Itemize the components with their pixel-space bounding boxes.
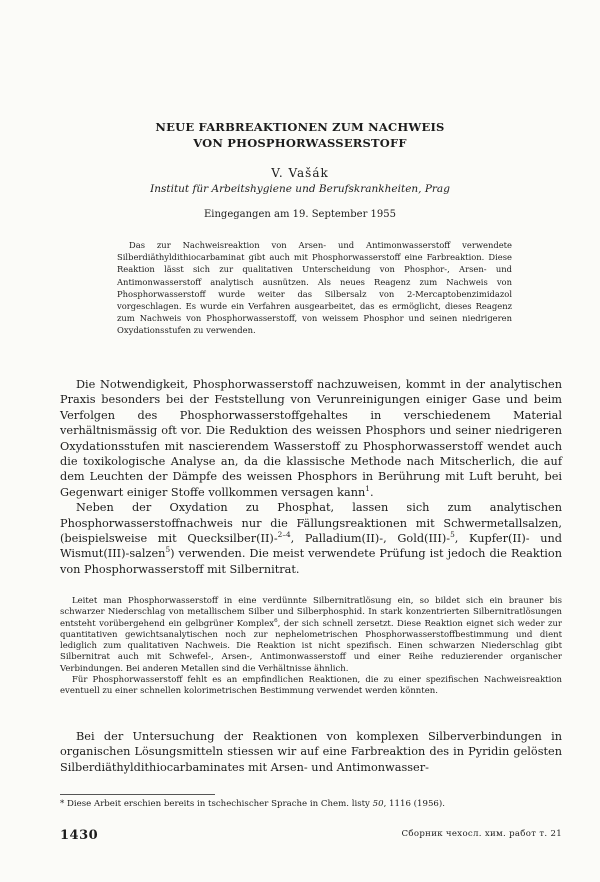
body-paragraph-2-part-c: , Kupfer(II)- und Wismut(III)-salzen [60,532,563,561]
footnote-text-b: , 1116 (1956). [383,799,445,809]
reference-mark: 2–4 [277,530,291,540]
reference-mark: 5 [450,530,455,540]
small-paragraph-1-part-b: , der sich schnell zersetzt. Diese Reaktion eignet sich weder zur quantitativen gewichtsanalytischen noch zur nephelometrischen Phosphorwasserstoffbestimmung und dient lediglich zum qualitativen Nachweis. Die Reaktion ist nicht spezifisch. Einen schwarzen Niederschlag gibt Silbernitrat auch mit Schwefel-, Arsen-, Antimonwasserstoff und einer Reihe reduzierender organischer Verbindungen. Bei anderen Metallen sind die Verhältnisse ähnlich. [60,618,562,674]
small-paragraph-2: Für Phosphorwasserstoff fehlt es an empfindlichen Reaktionen, die zu einer spezifischen Nachweisreaktion eventuell zu einer schnellen kolorimetrischen Bestimmung verwendet werden könnten. [60,675,562,697]
body-paragraph-2-part-b: , Palladium(II)-, Gold(III)- [290,532,451,546]
small-paragraph-1-part-a: Leitet man Phosphorwasserstoff in eine verdünnte Silbernitratlösung ein, so bildet sich ein brauner bis schwarzer Niederschlag von metallischem Silber und Silberphosphid. In stark konzentrierten Silbernitratlösungen entsteht vorübergehend ein gelbgrüner Komplex [60,596,562,629]
body-paragraph-2-part-a: Neben der Oxydation zu Phosphat, lassen sich zum analytischen Phosphorwasserstoffnachweis nur die Fällungsreaktionen mit Schwermetallsalzen, (beispielsweise mit Quecksilber(II)- [60,501,562,546]
journal-reference: Сборник чехосл. хим. работ т. 21 [401,829,562,839]
footnote-volume: 50 [372,799,384,809]
footnote-text-a: Diese Arbeit erschien bereits in tschechischer Sprache in Chem. listy [67,799,373,809]
body-section-1 [60,377,562,577]
reference-mark: 6 [274,617,278,624]
body-paragraph-1-text: Die Notwendigkeit, Phosphorwasserstoff nachzuweisen, kommt in der analytischen Praxis besonders bei der Feststellung von Verunreinigungen einiger Gase und beim Verfolgen des Phosphorwasserstoffgehaltes in verschiedenem Material verhältnismässig oft vor. Die Reduktion des weissen Phosphors und seiner niedrigeren Oxydationsstufen mit nascierendem Wasserstoff zu Phosphorwasserstoff wendet auch die toxikologische Analyse an, da die klassische Methode nach Mitscherlich, die auf dem Leuchten der Dämpfe des weissen Phosphors in Berührung mit Luft beruht, bei Gegenwart einiger Stoffe vollkommen versagen kann [60,378,562,499]
abstract-text: Das zur Nachweisreaktion von Arsen- und Antimonwasserstoff verwendete Silberdiäthyldithiocarbaminat gibt auch mit Phosphorwasserstoff eine Farbreaktion. Diese Reaktion lässt sich zur qualitativen Unterscheidung von Phosphor-, Arsen- und Antimonwasserstoff analytisch ausnützen. Als neues Reagenz zum Nachweis von Phosphorwasserstoff wurde weiter das Silbersalz von 2-Mercaptobenzimidazol vorgeschlagen. Es wurde ein Verfahren ausgearbeitet, das es ermöglicht, dieses Reagenz zum Nachweis von Phosphorwasserstoff, von weissem Phosphor und seinen niedrigeren Oxydationsstufen zu verwenden. [117,240,512,336]
body-paragraph-2-part-d: ) verwenden. Die meist verwendete Prüfung ist jedoch die Reaktion von Phosphorwasserstoff mit Silbernitrat. [60,547,562,576]
reference-mark: 5 [165,545,171,555]
abstract [117,239,512,337]
title-line-1: NEUE FARBREAKTIONEN ZUM NACHWEIS [155,120,445,134]
author-affiliation: Institut für Arbeitshygiene und Berufskrankheiten, Prag [150,183,450,195]
body-paragraph-3: Bei der Untersuchung der Reaktionen von komplexen Silberverbindungen in organischen Lösungsmitteln stiessen wir auf eine Farbreaktion des in Pyridin gelösten Silberdiäthyldithiocarbaminates mit Arsen- und Antimonwasser- [60,730,562,774]
author-name: V. Vašák [271,166,329,180]
small-paragraph-1 [60,596,562,675]
body-paragraph-1 [60,377,562,500]
footnote [60,798,562,810]
reference-mark: 1 [365,484,370,494]
footnote-marker: * [60,799,65,809]
body-paragraph-2 [60,500,562,577]
footnote-divider [60,794,215,795]
title-line-2: VON PHOSPHORWASSERSTOFF [193,136,407,150]
article-title [60,119,540,151]
received-date: Eingegangen am 19. September 1955 [203,209,397,220]
body-paragraph-1-end: . [369,485,374,499]
page-number: 1430 [60,828,99,843]
body-section-2 [60,729,562,775]
small-print-section [60,596,562,698]
